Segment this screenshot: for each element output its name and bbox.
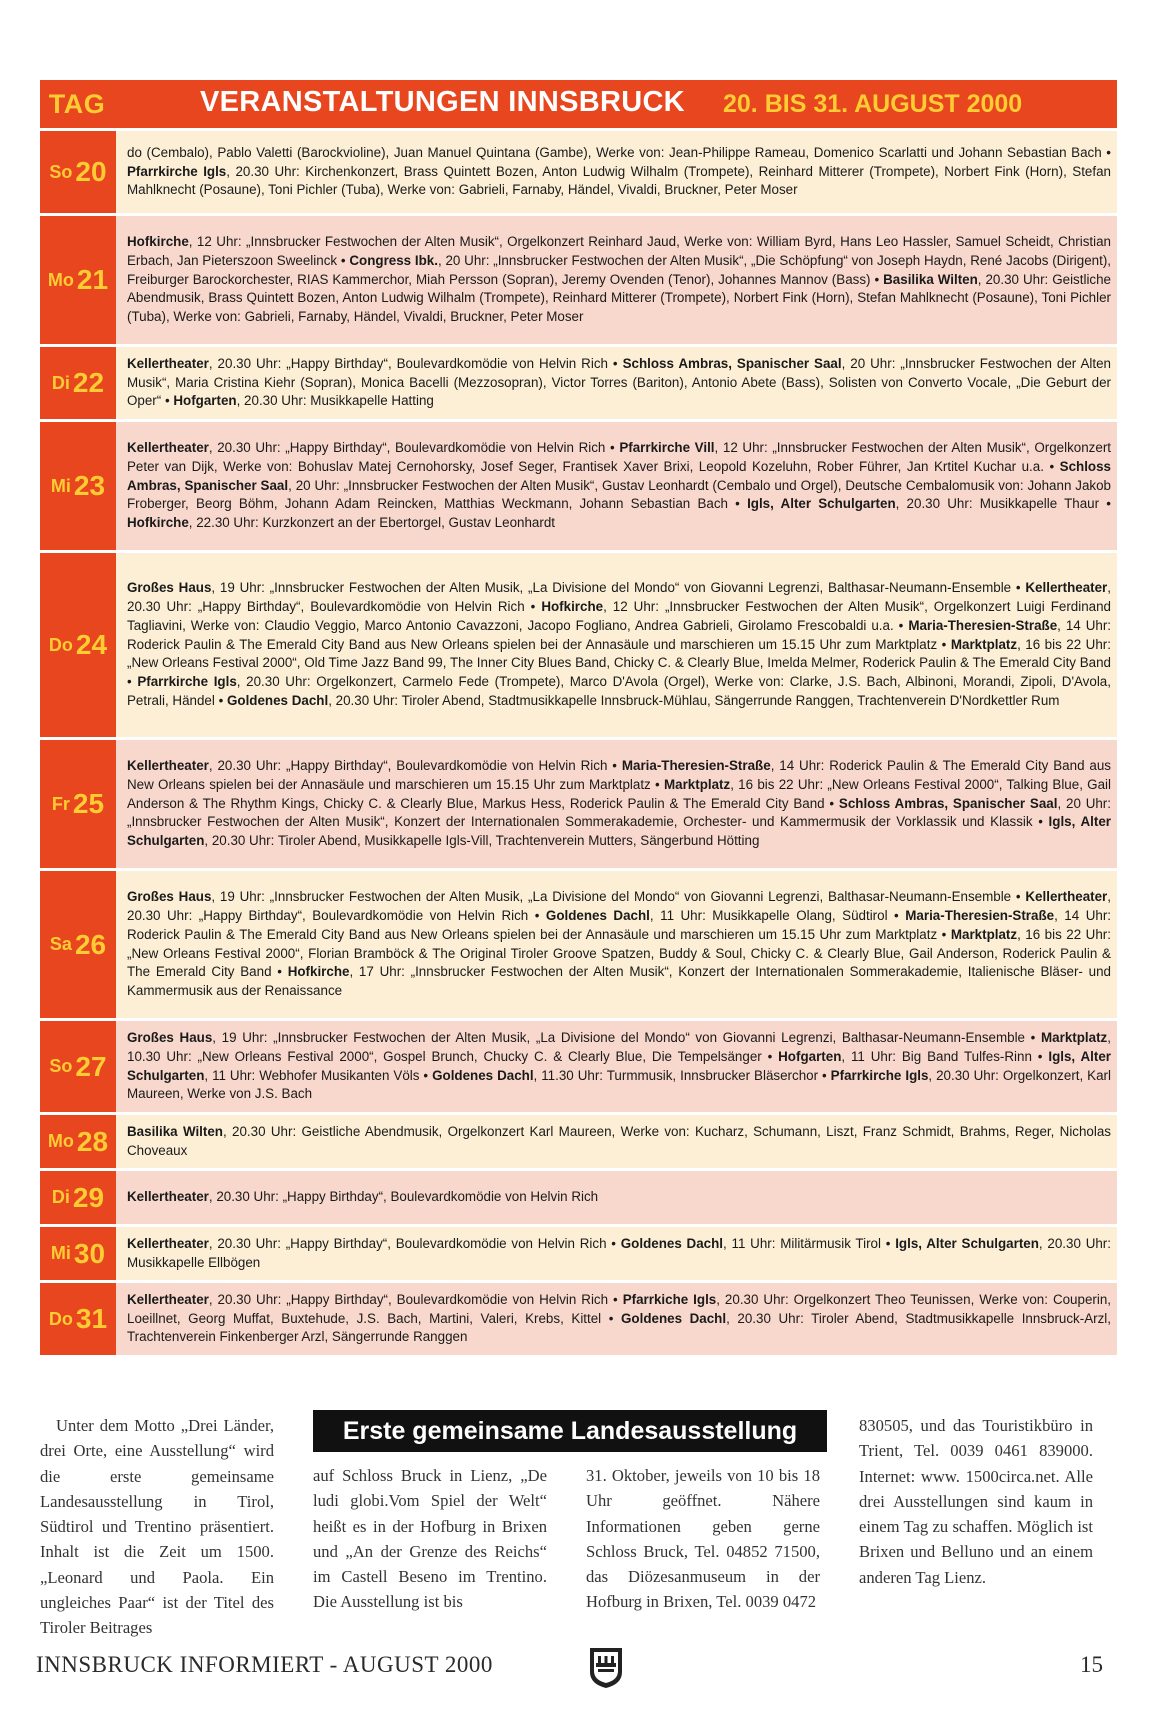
weekday: Sa <box>49 934 72 954</box>
day-label <box>40 1171 116 1224</box>
event-row <box>40 1112 1117 1168</box>
weekday: Mi <box>50 1243 71 1263</box>
event-listing <box>116 1115 1117 1168</box>
date-number: 26 <box>74 928 107 960</box>
date-number: 25 <box>72 788 105 819</box>
weekday: Di <box>51 1187 70 1207</box>
header-title: VERANSTALTUNGEN INNSBRUCK <box>200 86 685 118</box>
date-number: 23 <box>73 470 106 501</box>
event-row <box>40 1280 1117 1355</box>
weekday: So <box>49 1056 73 1076</box>
event-row <box>40 213 1117 344</box>
weekday: Mo <box>47 1131 74 1151</box>
article-column-4: 830505, und das Touristikbüro in Trient, Tel. 0039 0461 839000. Internet: www. 1500circa.net. Alle drei Ausstellungen sind kaum in einem Tag zu schaffen. Möglich ist Brixen und Belluno und an einem anderen Tag Lienz. <box>859 1416 1093 1587</box>
event-listing <box>116 347 1117 419</box>
day-label <box>40 1283 116 1355</box>
event-text: Kellertheater, 20.30 Uhr: „Happy Birthday“, Boulevardkomödie von Helvin Rich • Goldenes Dachl, 11 Uhr: Militärmusik Tirol • Igls, Alter Schulgarten, 20.30 Uhr: Musikkapelle Ellbögen <box>127 1235 1111 1270</box>
footer-publication-title: INNSBRUCK INFORMIERT - AUGUST 2000 <box>36 1652 493 1677</box>
event-listing <box>116 1227 1117 1280</box>
day-label <box>40 216 116 344</box>
day-label <box>40 740 116 868</box>
event-text: Kellertheater, 20.30 Uhr: „Happy Birthday“, Boulevardkomödie von Helvin Rich • Pfarrkirche Vill, 12 Uhr: „Innsbrucker Festwochen der Alten Musik“, Orgelkonzert Peter van Dijk, Werke von: Bohuslav Matej Cernohorsky, Josef Seger, Frantisek Xaver Brixi, Leopold Kozeluhn, Rober Führer, Jan Krtitel Kuchar u.a. • Schloss Ambras, Spanischer Saal, 20 Uhr: „Innsbrucker Festwochen der Alten Musik“, Gustav Leonhardt (Cembalo und Orgel), Deutsche Cembalomusik von: Johann Jakob Froberger, Beorg Böhm, Johann Adam Reincken, Matthias Weckmann, Johann Sebastian Bach • Igls, Alter Schulgarten, 20.30 Uhr: Musikkapelle Thaur • Hofkirche, 22.30 Uhr: Kurzkonzert an der Ebertorgel, Gustav Leonhardt <box>127 440 1112 531</box>
date-number: 30 <box>73 1237 106 1269</box>
day-label <box>40 347 116 419</box>
event-text: Hofkirche, 12 Uhr: „Innsbrucker Festwochen der Alten Musik“, Orgelkonzert Reinhard Jaud, Werke von: William Byrd, Hans Leo Hassler, Samuel Scheidt, Christian Erbach, Jan Pieterszoon Sweelinck • Congress Ibk., 20 Uhr: „Innsbrucker Festwochen der Alten Musik“, „Die Schöpfung“ von Joseph Haydn, René Jacobs (Dirigent), Freiburger Barockorchester, RIAS Kammerchor, Miah Persson (Sopran), Jeremy Ovenden (Tenor), Johannes Mannov (Bass) • Basilika Wilten, 20.30 Uhr: Geistliche Abendmusik, Brass Quintett Bozen, Anton Ludwig Wilhalm (Trompete), Reinhard Mitterer (Trompete), Norbert Fink (Horn), Stefan Mahlknecht (Posaune), Toni Pichler (Tuba), Werke von: Gabrieli, Farnaby, Händel, Vivaldi, Bruckner, Peter Moser <box>127 234 1112 325</box>
weekday: So <box>49 161 73 182</box>
weekday: Fr <box>51 793 70 814</box>
event-text: Kellertheater, 20.30 Uhr: „Happy Birthday“, Boulevardkomödie von Helvin Rich • Schloss Ambras, Spanischer Saal, 20 Uhr: „Innsbrucker Festwochen der Alten Musik“, Maria Cristina Kiehr (Sopran), Monica Bacelli (Mezzosopran), Victor Torres (Bariton), Antonio Abete (Bass), Solisten von Converto Vocale, „Die Geburt der Oper“ • Hofgarten, 20.30 Uhr: Musikkapelle Hatting <box>127 355 1111 409</box>
city-crest-icon <box>588 1646 624 1690</box>
article-headline: Erste gemeinsame Landesausstellung <box>313 1410 827 1452</box>
event-rows <box>40 128 1117 1355</box>
weekday: Di <box>51 372 70 393</box>
article-column-2: auf Schloss Bruck in Lienz, „De ludi globi.Vom Spiel der Welt“ heißt es in der Hofburg in Brixen und „An der Grenze des Reichs“ im Castell Beseno im Trentino. Die Ausstellung ist bis <box>313 1466 547 1612</box>
weekday: Mo <box>47 269 74 290</box>
event-listing <box>116 1283 1117 1355</box>
event-listing <box>116 216 1117 344</box>
article-column-3: 31. Oktober, jeweils von 10 bis 18 Uhr geöffnet. Nähere Informationen geben gerne Schloss Bruck, Tel. 04852 71500, das Diözesanmuseum in der Hofburg in Brixen, Tel. 0039 0472 <box>586 1466 820 1612</box>
event-text: Kellertheater, 20.30 Uhr: „Happy Birthday“, Boulevardkomödie von Helvin Rich • Pfarrkiche Igls, 20.30 Uhr: Orgelkonzert Theo Teunissen, Werke von: Couperin, Loeillnet, Georg Muffat, Buxtehude, J.S. Bach, Martini, Valeri, Krebs, Kittel • Goldenes Dachl, 20.30 Uhr: Tiroler Abend, Stadtmusikkapelle Innsbruck-Arzl, Trachtenverein Finkenberger Arzl, Sängerrunde Ranggen <box>127 1291 1112 1345</box>
article-column-1: Unter dem Motto „Drei Länder, drei Orte, eine Ausstellung“ wird die erste gemeinsame Landesausstellung in Tirol, Südtirol und Trentino präsentiert. Inhalt ist die Zeit um 1500. „Leonard und Paola. Ein ungleiches Paar“ ist der Titel des Tiroler Beitrages <box>40 1416 274 1638</box>
event-row <box>40 419 1117 550</box>
event-listing <box>116 553 1117 737</box>
date-number: 28 <box>76 1125 109 1157</box>
event-row <box>40 737 1117 868</box>
event-row <box>40 128 1117 213</box>
event-listing <box>116 422 1117 550</box>
event-text: Kellertheater, 20.30 Uhr: „Happy Birthday“, Boulevardkomödie von Helvin Rich <box>127 1189 599 1205</box>
event-listing <box>116 1021 1117 1112</box>
weekday: Do <box>48 1308 73 1329</box>
weekday: Do <box>48 634 73 655</box>
date-number: 22 <box>72 367 105 398</box>
event-text: Basilika Wilten, 20.30 Uhr: Geistliche Abendmusik, Orgelkonzert Karl Maureen, Werke von: Kucharz, Schumann, Liszt, Franz Schmidt, Brahms, Reger, Nicholas Choveaux <box>127 1123 1111 1158</box>
event-listing <box>116 131 1117 213</box>
day-label <box>40 422 116 550</box>
event-listing <box>116 740 1117 868</box>
event-row <box>40 344 1117 419</box>
event-row <box>40 550 1117 737</box>
event-text: Großes Haus, 19 Uhr: „Innsbrucker Festwochen der Alten Musik, „La Divisione del Mondo“ von Giovanni Legrenzi, Balthasar-Neumann-Ensemble • Kellertheater, 20.30 Uhr: „Happy Birthday“, Boulevardkomödie von Helvin Rich • Goldenes Dachl, 11 Uhr: Musikkapelle Olang, Südtirol • Maria-Theresien-Straße, 14 Uhr: Roderick Paulin & The Emerald City Band aus New Orleans spielen bei der Annasäule und marschieren um 15.15 Uhr zum Marktplatz • Marktplatz, 16 bis 22 Uhr: „New Orleans Festival 2000“, Florian Bramböck & The Original Tiroler Groove Spatzen, Buddy & Soul, Chicky C. & Clearly Blue, Gail Anderson, Roderick Paulin & The Emerald City Band • Hofkirche, 17 Uhr: „Innsbrucker Festwochen der Alten Musik“, Konzert der Internationalen Sommerakademie, Italienische Bläser- und Kammermusik aus der Renaissance <box>127 889 1111 999</box>
date-number: 24 <box>75 629 108 660</box>
date-number: 21 <box>76 264 109 295</box>
date-number: 27 <box>75 1050 107 1082</box>
day-label <box>40 871 116 1018</box>
event-row <box>40 868 1117 1018</box>
event-listing <box>116 871 1117 1018</box>
event-row <box>40 1018 1117 1112</box>
event-listing <box>116 1171 1117 1224</box>
date-number: 20 <box>75 156 107 187</box>
event-text: Großes Haus, 19 Uhr: „Innsbrucker Festwochen der Alten Musik, „La Divisione del Mondo“ von Giovanni Legrenzi, Balthasar-Neumann-Ensemble • Marktplatz, 10.30 Uhr: „New Orleans Festival 2000“, Gospel Brunch, Chucky C. & Clearly Blue, Die Tempelsänger • Hofgarten, 11 Uhr: Big Band Tulfes-Rinn • Igls, Alter Schulgarten, 11 Uhr: Webhofer Musikanten Völs • Goldenes Dachl, 11.30 Uhr: Turmmusik, Innsbrucker Bläserchor • Pfarrkirche Igls, 20.30 Uhr: Orgelkonzert, Karl Maureen, Werke von J.S. Bach <box>127 1029 1111 1102</box>
table-header <box>40 80 1117 128</box>
day-label <box>40 1115 116 1168</box>
header-day-label: TAG <box>48 88 106 119</box>
header-date-range: 20. BIS 31. AUGUST 2000 <box>723 90 1023 118</box>
day-label <box>40 131 116 213</box>
day-label <box>40 1227 116 1280</box>
day-label <box>40 1021 116 1112</box>
event-row <box>40 1168 1117 1224</box>
event-row <box>40 1224 1117 1280</box>
date-number: 29 <box>72 1181 105 1213</box>
day-label <box>40 553 116 737</box>
date-number: 31 <box>75 1303 108 1334</box>
event-text: Kellertheater, 20.30 Uhr: „Happy Birthday“, Boulevardkomödie von Helvin Rich • Maria-Theresien-Straße, 14 Uhr: Roderick Paulin & The Emerald City Band aus New Orleans spielen bei der Annasäule und marschieren um 15.15 Uhr zum Marktplatz • Marktplatz, 16 bis 22 Uhr: „New Orleans Festival 2000“, Talking Blue, Gail Anderson & The Rhythm Kings, Chicky C. & Clearly Blue, Markus Hess, Roderick Paulin & The Emerald City Band • Schloss Ambras, Spanischer Saal, 20 Uhr: „Innsbrucker Festwochen der Alten Musik“, Konzert der Internationalen Sommerakademie, Orchester- und Kammermusik der Vorklassik und Klassik • Igls, Alter Schulgarten, 20.30 Uhr: Tiroler Abend, Musikkapelle Igls-Vill, Trachtenverein Mutters, Sängerbund Hötting <box>127 758 1111 849</box>
event-table <box>40 80 1117 1355</box>
weekday: Mi <box>50 475 71 496</box>
event-text: Großes Haus, 19 Uhr: „Innsbrucker Festwochen der Alten Musik, „La Divisione del Mondo“ von Giovanni Legrenzi, Balthasar-Neumann-Ensemble • Kellertheater, 20.30 Uhr: „Happy Birthday“, Boulevardkomödie von Helvin Rich • Hofkirche, 12 Uhr: „Innsbrucker Festwochen der Alten Musik“, Orgelkonzert Luigi Ferdinand Tagliavini, Werke von: Claudio Veggio, Marco Antonio Cavazzoni, Jacopo Fogliano, Andrea Gabrieli, Girolamo Frescobaldi u.a. • Maria-Theresien-Straße, 14 Uhr: Roderick Paulin & The Emerald City Band aus New Orleans spielen bei der Annasäule und marschieren um 15.15 Uhr zum Marktplatz • Marktplatz, 16 bis 22 Uhr: „New Orleans Festival 2000“, Old Time Jazz Band 99, The Inner City Blues Band, Chicky C. & Clearly Blue, Imelda Melmer, Roderick Paulin & The Emerald City Band • Pfarrkirche Igls, 20.30 Uhr: Orgelkonzert, Carmelo Fede (Trompete), Marco D'Avola (Orgel), Werke von: Clarke, J.S. Bach, Albinoni, Morandi, Zipoli, D'Avola, Petrali, Händel • Goldenes Dachl, 20.30 Uhr: Tiroler Abend, Stadtmusikkapelle Innsbruck-Mühlau, Sängerrunde Ranggen, Trachtenverein D'Nordkettler Rum <box>127 580 1111 708</box>
page-number: 15 <box>1080 1652 1103 1677</box>
event-text: do (Cembalo), Pablo Valetti (Barockvioline), Juan Manuel Quintana (Gambe), Werke von: Jean-Philippe Rameau, Domenico Scarlatti und Johann Sebastian Bach • Pfarrkirche Igls, 20.30 Uhr: Kirchenkonzert, Brass Quintett Bozen, Anton Ludwig Wilhalm (Trompete), Reinhard Mitterer (Trompete), Norbert Fink (Horn), Stefan Mahlknecht (Posaune), Toni Pichler (Tuba), Werke von: Gabrieli, Farnaby, Händel, Vivaldi, Bruckner, Peter Moser <box>127 144 1111 198</box>
